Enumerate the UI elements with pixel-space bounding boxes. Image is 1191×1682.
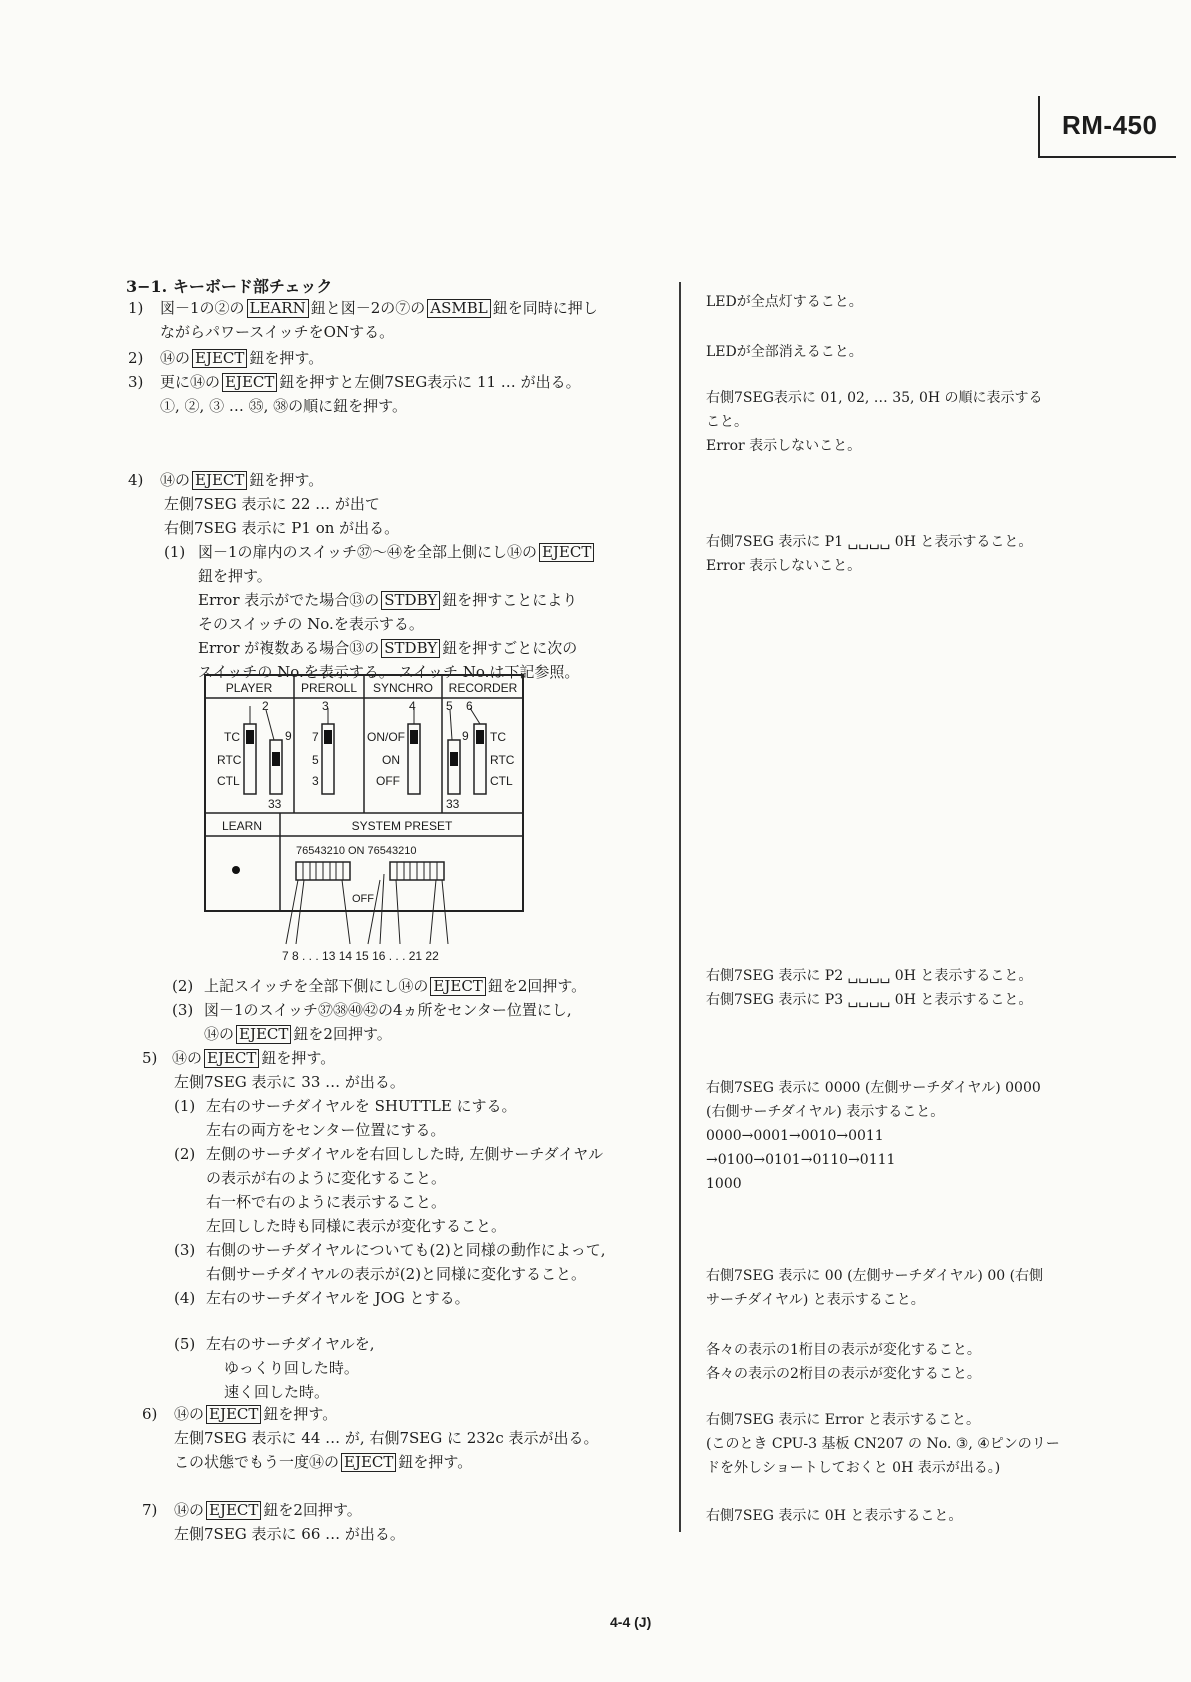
step-7-result: 右側7SEG 表示に 0H と表示すること。 <box>706 1508 963 1524</box>
learn-indicator <box>232 866 240 874</box>
step-4-2-line-1: 上記スイッチを全部下側にし⑭の EJECT 鈕を2回押す。 <box>204 977 587 995</box>
system-preset-label: SYSTEM PRESET <box>351 819 453 833</box>
eject-key: EJECT <box>222 373 277 392</box>
step-5-1-result-4: →0100→0101→0110→0111 <box>706 1152 896 1168</box>
step-4-3-line-1: 図－1のスイッチ㊲㊳㊵㊷の4ヵ所をセンター位置にし, <box>204 1001 572 1019</box>
step-5-3-number: (3) <box>174 1241 196 1259</box>
step-4-1-line-5: Error が複数ある場合⑬の STDBY 鈕を押すごとに次の <box>198 639 578 657</box>
step-4-line-3: 右側7SEG 表示に P1 on が出る。 <box>164 519 400 537</box>
header-player: PLAYER <box>225 681 273 695</box>
step-5-4-line-1: 左右のサーチダイヤルを JOG とする。 <box>206 1289 470 1307</box>
number-5: 5 <box>446 699 453 713</box>
leader-line <box>450 710 452 740</box>
bottom-numbers: 7 8 . . . 13 14 15 16 . . . 21 22 <box>282 949 439 963</box>
number-9-left: 9 <box>285 729 292 743</box>
header-synchro: SYNCHRO <box>372 681 434 695</box>
step-5-5-line-3: 速く回した時。 <box>224 1383 330 1401</box>
number-4: 4 <box>409 699 416 713</box>
player-label-tc: TC <box>224 730 240 744</box>
step-4-1-line-3: Error 表示がでた場合⑬の STDBY 鈕を押すことにより <box>198 591 578 609</box>
eject-key: EJECT <box>206 1501 261 1520</box>
step-1-result: LEDが全点灯すること。 <box>706 294 863 310</box>
step-3-line-1: 更に⑭の EJECT 鈕を押すと左側7SEG表示に 11 … が出る。 <box>160 373 581 391</box>
asmbl-key: ASMBL <box>427 299 490 318</box>
step-4-1-line-1: 図－1の扉内のスイッチ㊲～㊹を全部上側にし⑭の EJECT <box>198 542 596 562</box>
step-4-2-number: (2) <box>172 977 194 995</box>
eject-key: EJECT <box>430 977 485 996</box>
step-3-result-2: こと。 <box>706 414 748 430</box>
synchro-label-on: ON <box>382 753 400 767</box>
step-3-result-3: Error 表示しないこと。 <box>706 438 862 454</box>
header-preroll: PREROLL <box>300 681 358 695</box>
eject-key: EJECT <box>236 1025 291 1044</box>
step-1-line-1: 図－1の②の LEARN 鈕と図－2の⑦の ASMBL 鈕を同時に押し <box>160 299 598 317</box>
step-6-result-1: 右側7SEG 表示に Error と表示すること。 <box>706 1412 980 1428</box>
step-4-3-number: (3) <box>172 1001 194 1019</box>
leader-line <box>266 710 274 740</box>
learn-key: LEARN <box>247 299 309 318</box>
number-33-right: 33 <box>446 797 460 811</box>
eject-key: EJECT <box>341 1453 396 1472</box>
preroll-label-5: 5 <box>312 753 319 767</box>
number-6: 6 <box>466 699 473 713</box>
step-5-2-line-2: の表示が右のように変化すること。 <box>206 1169 447 1187</box>
recorder-switch-left-knob <box>450 752 458 766</box>
step-4-number: 4) <box>128 471 144 489</box>
stdby-key: STDBY <box>381 639 440 658</box>
section-title: 3−1. キーボード部チェック <box>126 277 333 296</box>
step-4-1-line-6: スイッチの No.を表示する。 スイッチ No.は下記参照。 <box>198 663 580 681</box>
step-6-line-1: ⑭の EJECT 鈕を押す。 <box>174 1405 338 1423</box>
step-5-5-number: (5) <box>174 1335 196 1353</box>
step-3-number: 3) <box>128 373 144 391</box>
synchro-switch-knob <box>410 730 418 744</box>
step-4-line-2: 左側7SEG 表示に 22 … が出て <box>164 495 380 513</box>
step-3-line-2: ①, ②, ③ … ㉟, ㊳の順に鈕を押す。 <box>160 397 407 415</box>
step-4-3-line-2: ⑭の EJECT 鈕を2回押す。 <box>204 1025 392 1043</box>
step-5-1-result-1: 右側7SEG 表示に 0000 (左側サーチダイヤル) 0000 <box>706 1080 1041 1096</box>
eject-key: EJECT <box>192 471 247 490</box>
step-2-line-1: ⑭の EJECT 鈕を押す。 <box>160 349 324 367</box>
step-7-line-1: ⑭の EJECT 鈕を2回押す。 <box>174 1501 362 1519</box>
synchro-label-off: OFF <box>376 774 400 788</box>
step-5-1-result-5: 1000 <box>706 1176 742 1192</box>
recorder-switch-left <box>448 740 460 794</box>
preroll-switch-knob <box>324 730 332 744</box>
step-5-4-result-1: 右側7SEG 表示に 00 (左側サーチダイヤル) 00 (右側 <box>706 1268 1044 1284</box>
step-5-4-result-2: サーチダイヤル) と表示すること。 <box>706 1292 925 1308</box>
step-5-1-number: (1) <box>174 1097 196 1115</box>
step-7-line-2: 左側7SEG 表示に 66 … が出る。 <box>174 1525 405 1543</box>
step-4-1-line-2: 鈕を押す。 <box>198 567 272 585</box>
recorder-label-tc: TC <box>490 730 506 744</box>
step-6-result-2: (このとき CPU-3 基板 CN207 の No. ③, ④ピンのリー <box>706 1436 1060 1452</box>
step-5-2-number: (2) <box>174 1145 196 1163</box>
stdby-key: STDBY <box>381 591 440 610</box>
step-5-line-2: 左側7SEG 表示に 33 … が出る。 <box>174 1073 405 1091</box>
step-6-line-2: 左側7SEG 表示に 44 … が, 右側7SEG に 232c 表示が出る。 <box>174 1429 599 1447</box>
page-number: 4-4 (J) <box>610 1614 652 1630</box>
eject-key: EJECT <box>206 1405 261 1424</box>
step-5-5-result-1: 各々の表示の1桁目の表示が変化すること。 <box>706 1342 981 1358</box>
preroll-label-3: 3 <box>312 774 319 788</box>
step-7-number: 7) <box>142 1501 158 1519</box>
dip-cells <box>303 862 437 880</box>
step-5-1-line-1: 左右のサーチダイヤルを SHUTTLE にする。 <box>206 1097 517 1115</box>
switch-diagram <box>204 674 534 966</box>
step-5-1-line-2: 左右の両方をセンター位置にする。 <box>206 1121 446 1139</box>
column-divider <box>679 282 681 1532</box>
eject-key: EJECT <box>192 349 247 368</box>
step-4-1-line-4: そのスイッチの No.を表示する。 <box>198 615 424 633</box>
bottom-leaders <box>286 874 448 944</box>
number-3: 3 <box>322 699 329 713</box>
step-5-2-line-1: 左側のサーチダイヤルを右回しした時, 左側サーチダイヤル <box>206 1145 604 1163</box>
player-switch-right-knob <box>272 752 280 766</box>
step-5-line-1: ⑭の EJECT 鈕を押す。 <box>172 1049 336 1067</box>
step-2-number: 2) <box>128 349 144 367</box>
eject-key: EJECT <box>539 543 594 562</box>
preroll-label-7: 7 <box>312 730 319 744</box>
learn-label: LEARN <box>221 819 263 833</box>
model-number: RM-450 <box>1062 110 1158 140</box>
step-5-5-result-2: 各々の表示の2桁目の表示が変化すること。 <box>706 1366 981 1382</box>
player-label-ctl: CTL <box>217 774 240 788</box>
step-4-1-result-1: 右側7SEG 表示に P1 ␣␣␣␣ 0H と表示すること。 <box>706 534 1033 550</box>
step-4-2-result: 右側7SEG 表示に P2 ␣␣␣␣ 0H と表示すること。 <box>706 968 1033 984</box>
recorder-label-ctl: CTL <box>490 774 513 788</box>
step-1-number: 1) <box>128 299 144 317</box>
step-4-3-result: 右側7SEG 表示に P3 ␣␣␣␣ 0H と表示すること。 <box>706 992 1033 1008</box>
player-switch-left-knob <box>246 730 254 744</box>
step-5-5-line-1: 左右のサーチダイヤルを, <box>206 1335 375 1353</box>
step-1-line-2: ながらパワースイッチをONする。 <box>160 323 395 341</box>
step-5-3-line-2: 右側サーチダイヤルの表示が(2)と同様に変化すること。 <box>206 1265 587 1283</box>
step-5-2-line-3: 右一杯で右のように表示すること。 <box>206 1193 447 1211</box>
step-4-1-result-2: Error 表示しないこと。 <box>706 558 862 574</box>
step-4-1-number: (1) <box>164 543 186 561</box>
number-2: 2 <box>262 699 269 713</box>
header-recorder: RECORDER <box>448 681 518 695</box>
player-switch-right <box>270 740 282 794</box>
step-2-result: LEDが全部消えること。 <box>706 344 863 360</box>
step-5-2-line-4: 左回しした時も同様に表示が変化すること。 <box>206 1217 507 1235</box>
step-6-result-3: ドを外しショートしておくと 0H 表示が出る。) <box>706 1460 1001 1476</box>
recorder-label-rtc: RTC <box>490 753 515 767</box>
step-5-4-number: (4) <box>174 1289 196 1307</box>
step-5-3-line-1: 右側のサーチダイヤルについても(2)と同様の動作によって, <box>206 1241 606 1259</box>
synchro-label-on-off: ON/OF <box>367 730 405 744</box>
number-33-left: 33 <box>268 797 282 811</box>
player-label-rtc: RTC <box>217 753 242 767</box>
bit-label: 76543210 ON 76543210 <box>296 845 417 857</box>
recorder-switch-right-knob <box>476 730 484 744</box>
eject-key: EJECT <box>204 1049 259 1068</box>
step-6-line-3: この状態でもう一度⑭の EJECT 鈕を押す。 <box>174 1453 473 1471</box>
step-6-number: 6) <box>142 1405 158 1423</box>
step-5-1-result-3: 0000→0001→0010→0011 <box>706 1128 884 1144</box>
number-9-right: 9 <box>462 729 469 743</box>
step-5-number: 5) <box>142 1049 158 1067</box>
step-5-1-result-2: (右側サーチダイヤル) 表示すること。 <box>706 1104 945 1120</box>
step-5-5-line-2: ゆっくり回した時。 <box>224 1359 359 1377</box>
off-label: OFF <box>352 893 374 905</box>
step-3-result-1: 右側7SEG表示に 01, 02, … 35, 0H の順に表示する <box>706 390 1043 406</box>
step-4-line-1: ⑭の EJECT 鈕を押す。 <box>160 471 324 489</box>
